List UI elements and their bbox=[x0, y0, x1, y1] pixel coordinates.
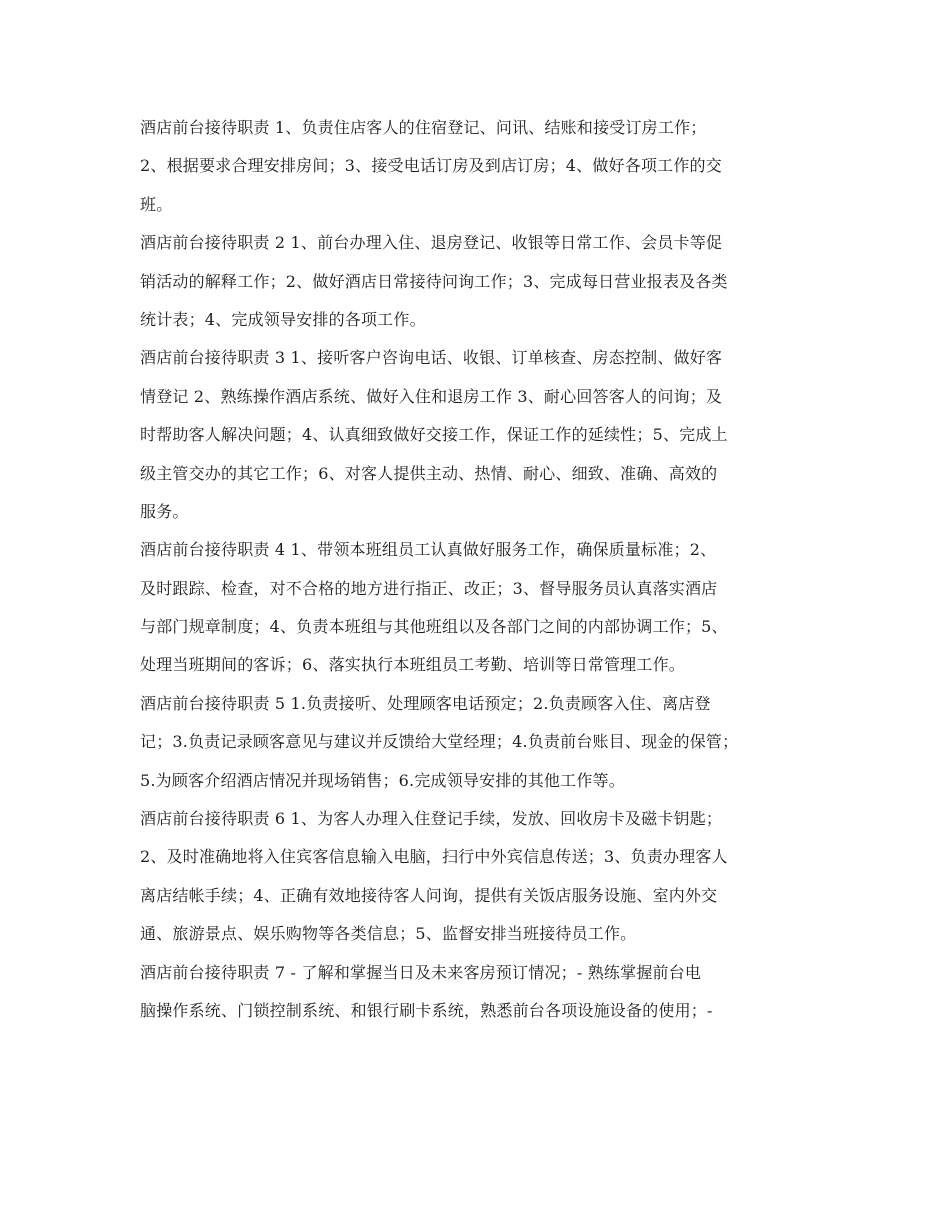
text-line: 记；3.负责记录顾客意见与建议并反馈给大堂经理；4.负责前台账目、现金的保管； bbox=[140, 732, 739, 752]
text-line: 5.为顾客介绍酒店情况并现场销售；6.完成领导安排的其他工作等。 bbox=[140, 770, 625, 790]
text-line: 服务。 bbox=[140, 501, 189, 521]
text-line: 与部门规章制度；4、负责本班组与其他班组以及各部门之间的内部协调工作；5、 bbox=[140, 617, 728, 637]
text-line: 酒店前台接待职责 2 1、前台办理入住、退房登记、收银等日常工作、会员卡等促 bbox=[140, 233, 723, 253]
text-line: 级主管交办的其它工作；6、对客人提供主动、热情、耐心、细致、准确、高效的 bbox=[140, 463, 718, 483]
text-line: 及时跟踪、检查，对不合格的地方进行指正、改正；3、督导服务员认真落实酒店 bbox=[140, 578, 718, 598]
text-line: 酒店前台接待职责 7 - 了解和掌握当日及未来客房预订情况；- 熟练掌握前台电 bbox=[140, 962, 702, 982]
text-line: 班。 bbox=[140, 194, 173, 214]
text-line: 酒店前台接待职责 4 1、带领本班组员工认真做好服务工作，确保质量标准；2、 bbox=[140, 540, 717, 560]
text-line: 销活动的解释工作；2、做好酒店日常接待问询工作；3、完成每日营业报表及各类 bbox=[140, 271, 728, 291]
text-line: 情登记 2、熟练操作酒店系统、做好入住和退房工作 3、耐心回答客人的问询；及 bbox=[140, 386, 723, 406]
text-line: 2、及时准确地将入住宾客信息输入电脑，扫行中外宾信息传送；3、负责办理客人 bbox=[140, 847, 728, 867]
text-line: 处理当班期间的客诉；6、落实执行本班组员工考勤、培训等日常管理工作。 bbox=[140, 655, 685, 675]
document-body bbox=[140, 109, 830, 1030]
text-line: 统计表；4、完成领导安排的各项工作。 bbox=[140, 309, 426, 329]
text-line: 2、根据要求合理安排房间；3、接受电话订房及到店订房；4、做好各项工作的交 bbox=[140, 156, 722, 176]
text-line: 脑操作系统、门锁控制系统、和银行刷卡系统，熟悉前台各项设施设备的使用；- bbox=[140, 1000, 713, 1020]
text-line: 酒店前台接待职责 3 1、接听客户咨询电话、收银、订单核查、房态控制、做好客 bbox=[140, 348, 723, 368]
text-line: 时帮助客人解决问题；4、认真细致做好交接工作，保证工作的延续性；5、完成上 bbox=[140, 425, 728, 445]
text-line: 酒店前台接待职责 1、负责住店客人的住宿登记、问讯、结账和接受订房工作； bbox=[140, 118, 707, 137]
text-line: 酒店前台接待职责 6 1、为客人办理入住登记手续，发放、回收房卡及磁卡钥匙； bbox=[140, 809, 723, 829]
text-line: 离店结帐手续；4、正确有效地接待客人问询，提供有关饭店服务设施、室内外交 bbox=[140, 885, 718, 905]
text-line: 通、旅游景点、娱乐购物等各类信息；5、监督安排当班接待员工作。 bbox=[140, 924, 637, 944]
text-line: 酒店前台接待职责 5 1.负责接听、处理顾客电话预定；2.负责顾客入住、离店登 bbox=[140, 693, 711, 713]
